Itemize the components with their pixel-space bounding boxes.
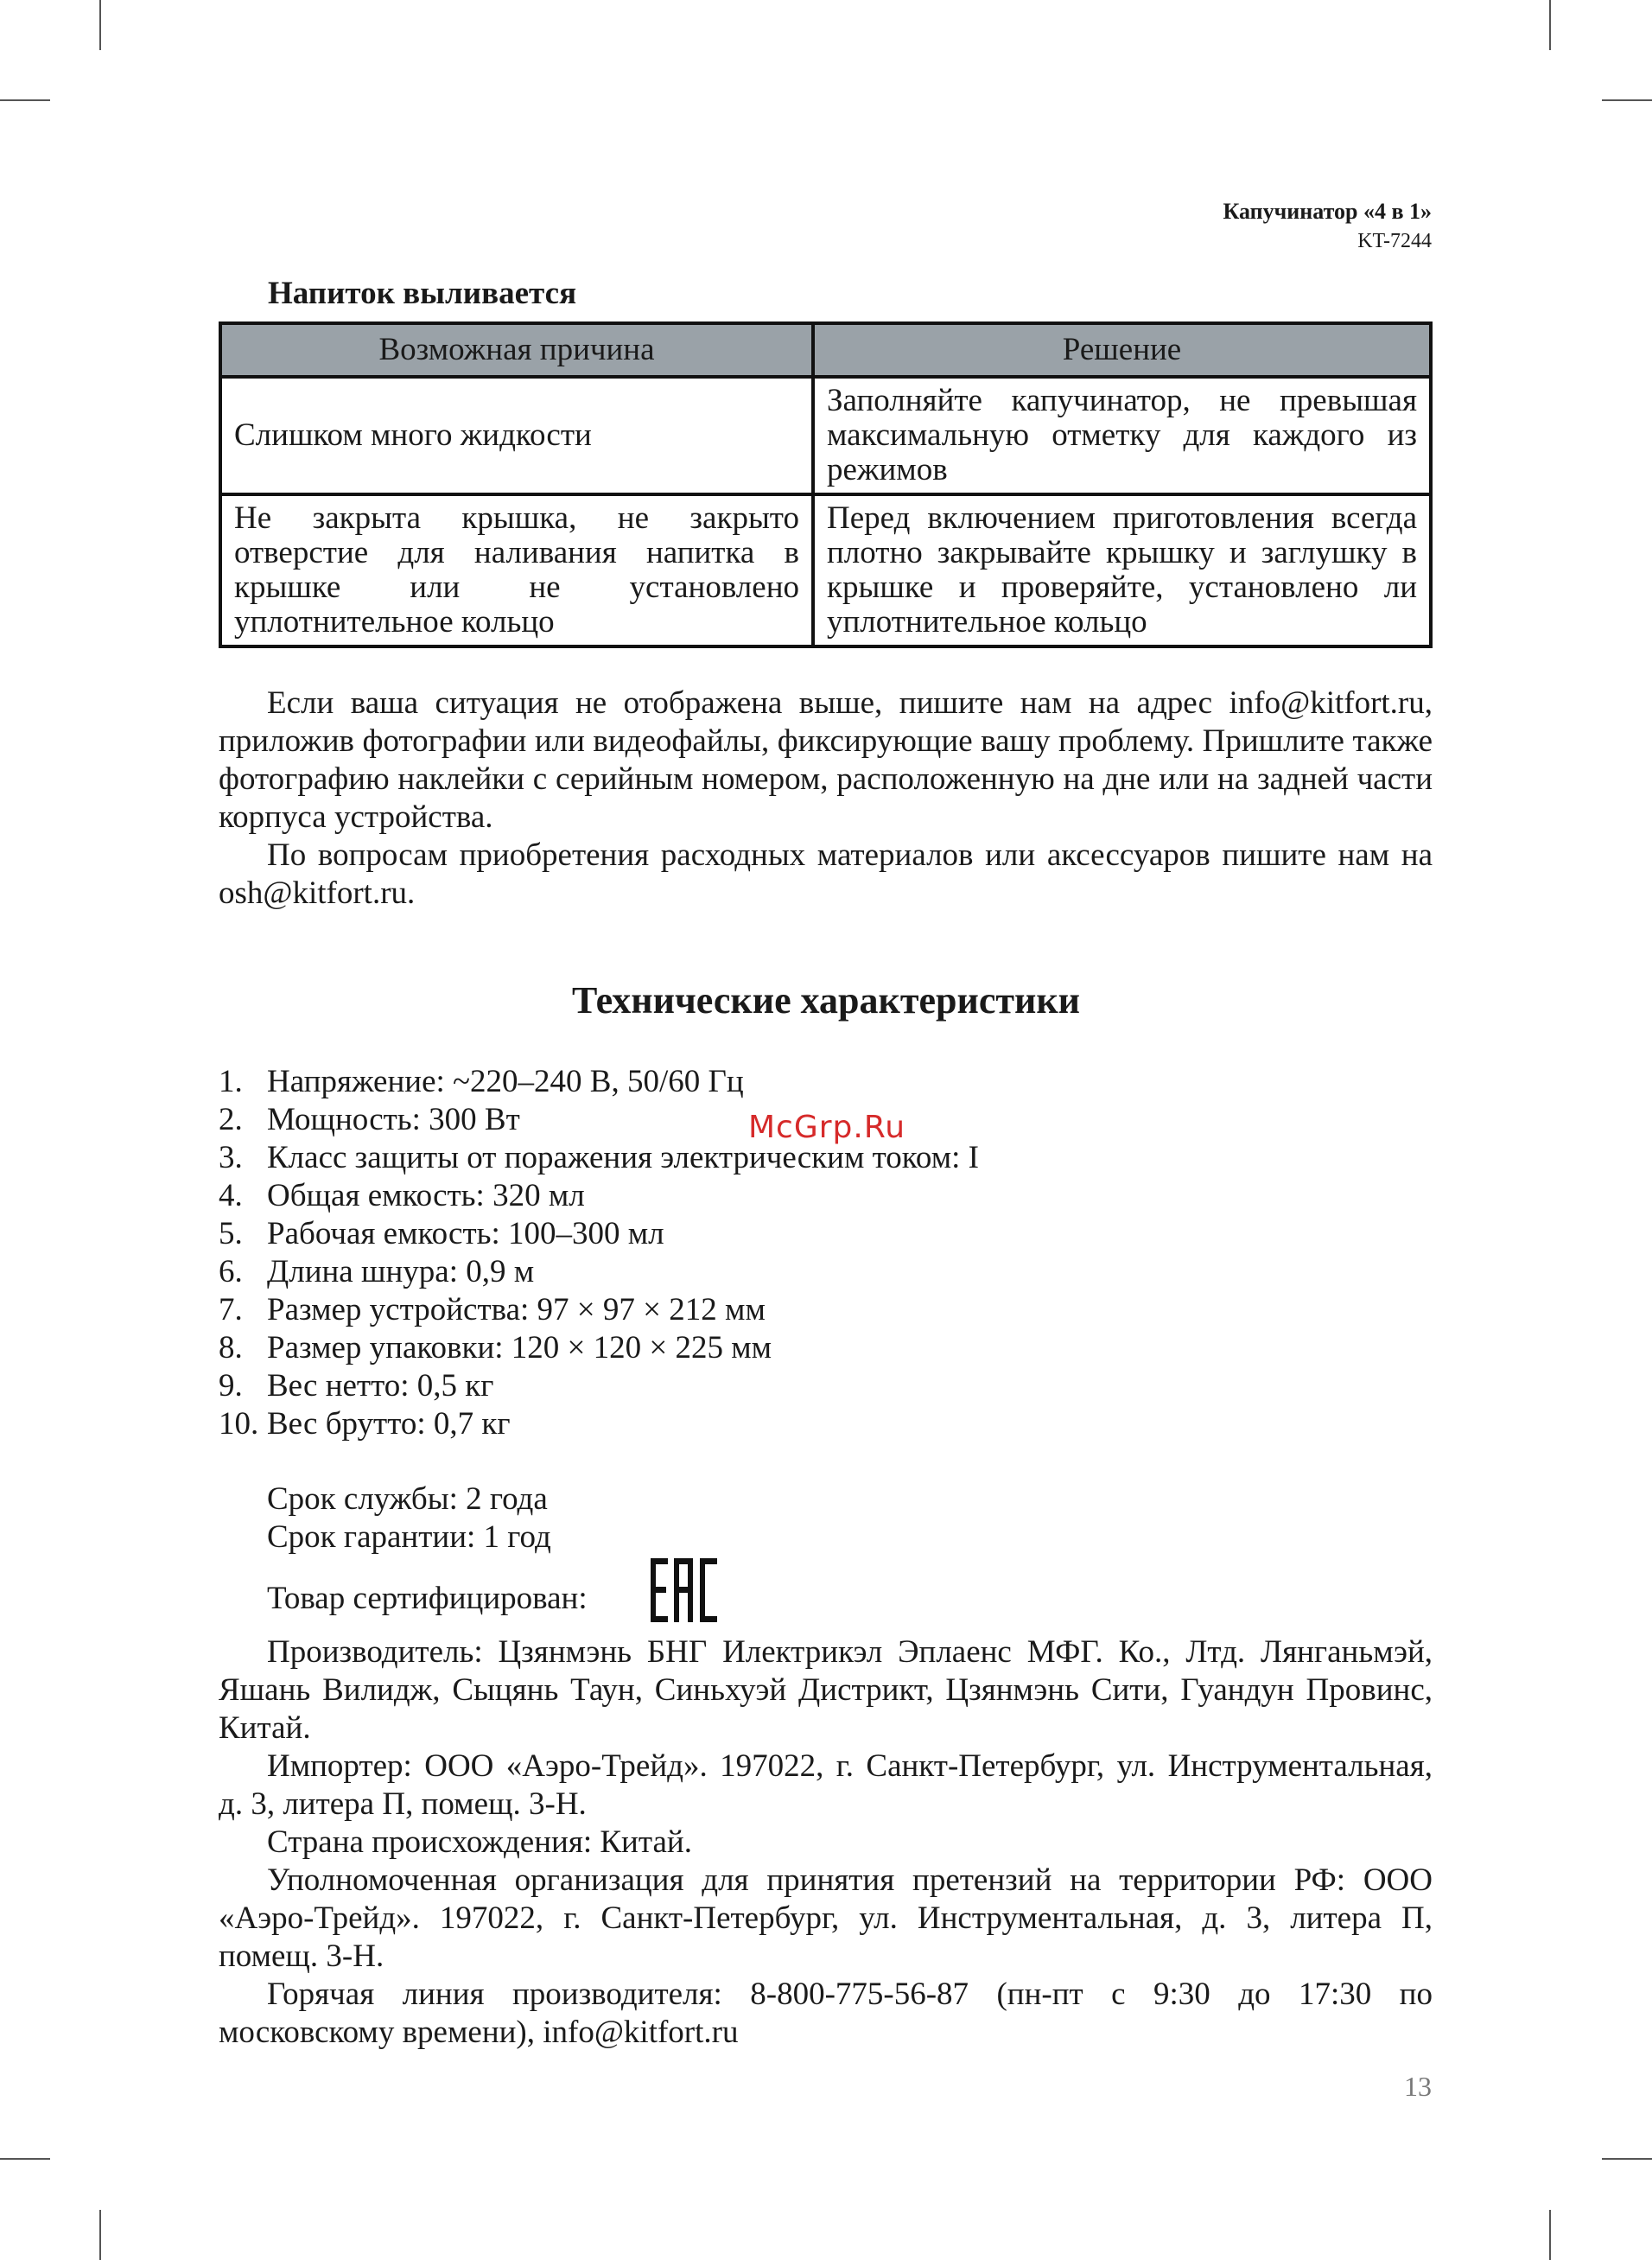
spec-item <box>219 1253 979 1291</box>
spec-number: 1. <box>219 1064 243 1099</box>
watermark: McGrp.Ru <box>748 1110 906 1145</box>
spec-item <box>219 1215 979 1253</box>
crop-mark <box>1549 2210 1551 2260</box>
spec-text: Напряжение: ~220–240 В, 50/60 Гц <box>267 1064 744 1099</box>
country-of-origin: Страна происхождения: Китай. <box>267 1824 692 1860</box>
table-row <box>220 377 1431 494</box>
spec-text: Размер устройства: 97 × 97 × 212 мм <box>267 1292 766 1327</box>
spec-number: 4. <box>219 1178 243 1213</box>
crop-mark <box>1549 0 1551 50</box>
certified-label: Товар сертифицирован: <box>267 1581 588 1616</box>
spec-item <box>219 1329 979 1367</box>
contact-paragraph: Если ваша ситуация не отображена выше, пишите нам на адрес info@kitfort.ru, приложив фотографии или видеофайлы, фиксирующие вашу проблему. Пришлите также фотографию наклейки с серийным номером, расположенную на дне или на задней части корпуса устройства. <box>219 685 1433 835</box>
spec-number: 2. <box>219 1102 243 1137</box>
crop-mark <box>99 2210 101 2260</box>
spec-text: Вес нетто: 0,5 кг <box>267 1368 494 1404</box>
spec-item <box>219 1177 979 1215</box>
page-number: 13 <box>1404 2071 1432 2102</box>
crop-mark <box>0 99 50 101</box>
importer: Импортер: ООО «Аэро-Трейд». 197022, г. Санкт-Петербург, ул. Инструментальная, д. 3, литера П, помещ. 3-Н. <box>219 1748 1433 1822</box>
solution-cell: Заполняйте капучинатор, не превышая максимальную отметку для каждого из режимов <box>813 377 1431 494</box>
accessories-paragraph: По вопросам приобретения расходных материалов или аксессуаров пишите нам на osh@kitfort.ru. <box>219 837 1433 911</box>
spec-text: Класс защиты от поражения электрическим током: I <box>267 1140 979 1175</box>
spec-number: 7. <box>219 1292 243 1327</box>
spec-number: 5. <box>219 1216 243 1251</box>
specs-heading: Технические характеристики <box>571 979 1081 1022</box>
table-row <box>220 494 1431 646</box>
spec-item <box>219 1063 979 1101</box>
product-info <box>219 1480 1433 2052</box>
cause-cell: Не закрыта крышка, не закрыто отверстие для наливания напитка в крышке или не установлено уплотнительное кольцо <box>220 494 813 646</box>
spec-item <box>219 1291 979 1329</box>
crop-mark <box>0 2158 50 2160</box>
product-name: Капучинатор «4 в 1» <box>1223 199 1432 224</box>
spec-text: Размер упаковки: 120 × 120 × 225 мм <box>267 1330 772 1366</box>
crop-mark <box>1602 99 1652 101</box>
spec-item <box>219 1367 979 1405</box>
hotline: Горячая линия производителя: 8-800-775-56-87 (пн-пт с 9:30 до 17:30 по московскому времени), info@kitfort.ru <box>219 1977 1433 2050</box>
warranty: Срок гарантии: 1 год <box>267 1519 551 1555</box>
spec-text: Вес брутто: 0,7 кг <box>267 1406 511 1442</box>
service-life: Срок службы: 2 года <box>267 1481 548 1517</box>
solution-cell: Перед включением приготовления всегда плотно закрывайте крышку и заглушку в крышке и проверяйте, установлено ли уплотнительное кольцо <box>813 494 1431 646</box>
spec-number: 6. <box>219 1254 243 1289</box>
table-header-row <box>220 323 1431 377</box>
manufacturer: Производитель: Цзянмэнь БНГ Илектрикэл Эплаенс МФГ. Ко., Лтд. Лянганьмэй, Яшань Вилидж, Сыцянь Таун, Синьхуэй Дистрикт, Цзянмэнь Сити, Гуандун Провинс, Китай. <box>219 1634 1433 1746</box>
spec-text: Рабочая емкость: 100–300 мл <box>267 1216 664 1251</box>
spec-item <box>219 1405 979 1443</box>
column-header-solution: Решение <box>813 323 1431 377</box>
spec-number: 9. <box>219 1368 243 1404</box>
section-title: Напиток выливается <box>268 276 577 311</box>
crop-mark <box>99 0 101 50</box>
spec-number: 8. <box>219 1330 243 1366</box>
spec-text: Общая емкость: 320 мл <box>267 1178 585 1213</box>
spec-text: Длина шнура: 0,9 м <box>267 1254 535 1289</box>
certification-line <box>219 1557 1433 1633</box>
eac-mark-icon <box>600 1557 719 1633</box>
spec-number: 3. <box>219 1140 243 1175</box>
contact-text <box>219 684 1433 913</box>
troubleshooting-table <box>219 321 1433 648</box>
spec-text: Мощность: 300 Вт <box>267 1102 520 1137</box>
cause-cell: Слишком много жидкости <box>220 377 813 494</box>
authorized-organization: Уполномоченная организация для принятия претензий на территории РФ: ООО «Аэро-Трейд». 197022, г. Санкт-Петербург, ул. Инструментальная, д. 3, литера П, помещ. 3-Н. <box>219 1862 1433 1974</box>
crop-mark <box>1602 2158 1652 2160</box>
spec-number: 10. <box>219 1406 259 1442</box>
page-header <box>1223 197 1432 256</box>
model-code: KT-7244 <box>1357 230 1432 252</box>
column-header-cause: Возможная причина <box>220 323 813 377</box>
